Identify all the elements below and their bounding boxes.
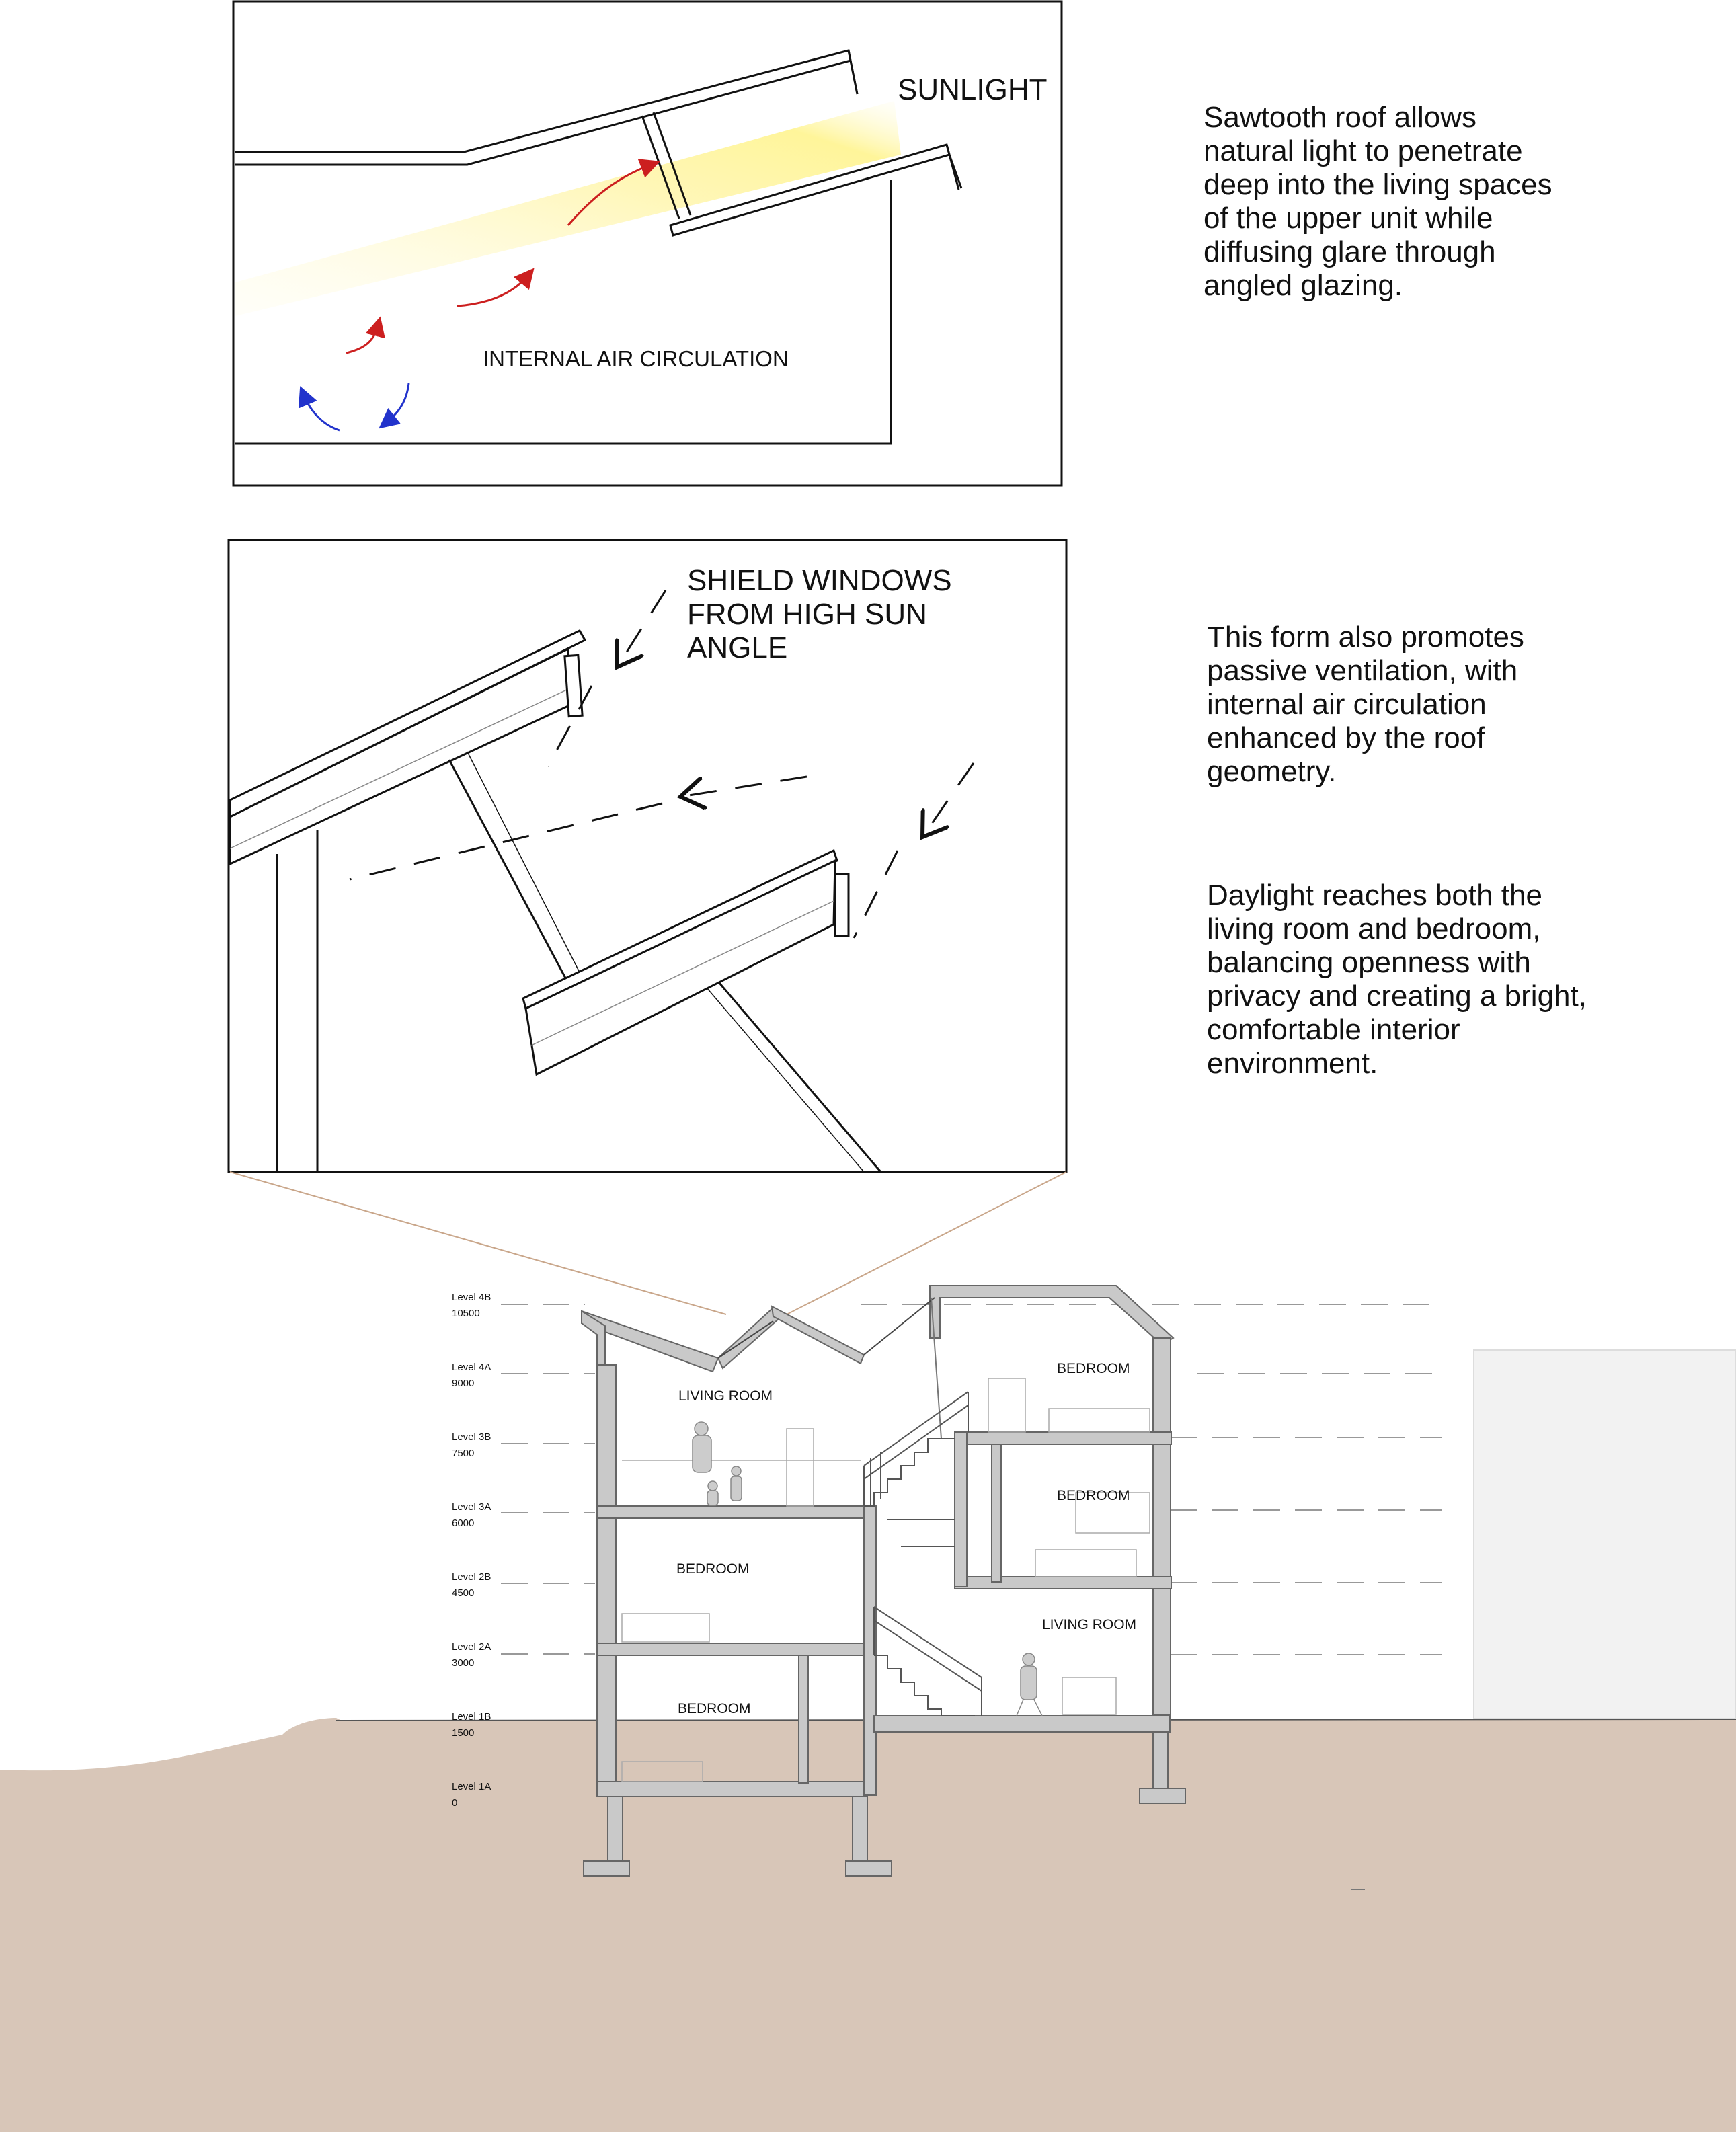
level-value: 1500 [452,1727,475,1739]
level-name: Level 3A [452,1501,491,1513]
level-name: Level 1A [452,1781,491,1792]
caption-ventilation: This form also promotes passive ventilation, with internal air circulation enhanced by the roof geometry. [1207,621,1524,788]
building-section [0,1286,1736,2132]
level-value: 7500 [452,1448,475,1459]
level-name: Level 4A [452,1361,491,1373]
shield-windows-label: SHIELD WINDOWS FROM HIGH SUN ANGLE [687,564,952,664]
room-label: BEDROOM [1057,1488,1130,1503]
level-value: 9000 [452,1378,475,1389]
level-value: 10500 [452,1308,480,1319]
sunlight-label: SUNLIGHT [898,73,1048,106]
level-name: Level 1B [452,1711,491,1723]
level-name: Level 2A [452,1641,491,1653]
air-circulation-label: INTERNAL AIR CIRCULATION [483,346,789,371]
level-value: 6000 [452,1517,475,1529]
level-value: 3000 [452,1657,475,1669]
caption-daylight: Daylight reaches both the living room and bedroom, balancing openness with privacy and creating a bright, comfortable interior environment. [1207,879,1587,1080]
panel-shield [229,540,1066,1172]
level-name: Level 2B [452,1571,491,1583]
room-label: LIVING ROOM [1042,1617,1137,1632]
room-label: BEDROOM [1057,1361,1130,1376]
level-name: Level 3B [452,1431,491,1443]
level-value: 4500 [452,1587,475,1599]
level-name: Level 4B [452,1292,491,1303]
level-value: 0 [452,1797,458,1809]
room-label: BEDROOM [676,1561,750,1577]
panel-sunlight [233,1,1062,485]
neighbour-building [1474,1350,1736,1719]
room-label: BEDROOM [678,1701,751,1716]
caption-sawtooth: Sawtooth roof allows natural light to penetrate deep into the living spaces of the upper unit while diffusing glare through angled glazing. [1204,101,1552,302]
room-label: LIVING ROOM [678,1388,773,1404]
